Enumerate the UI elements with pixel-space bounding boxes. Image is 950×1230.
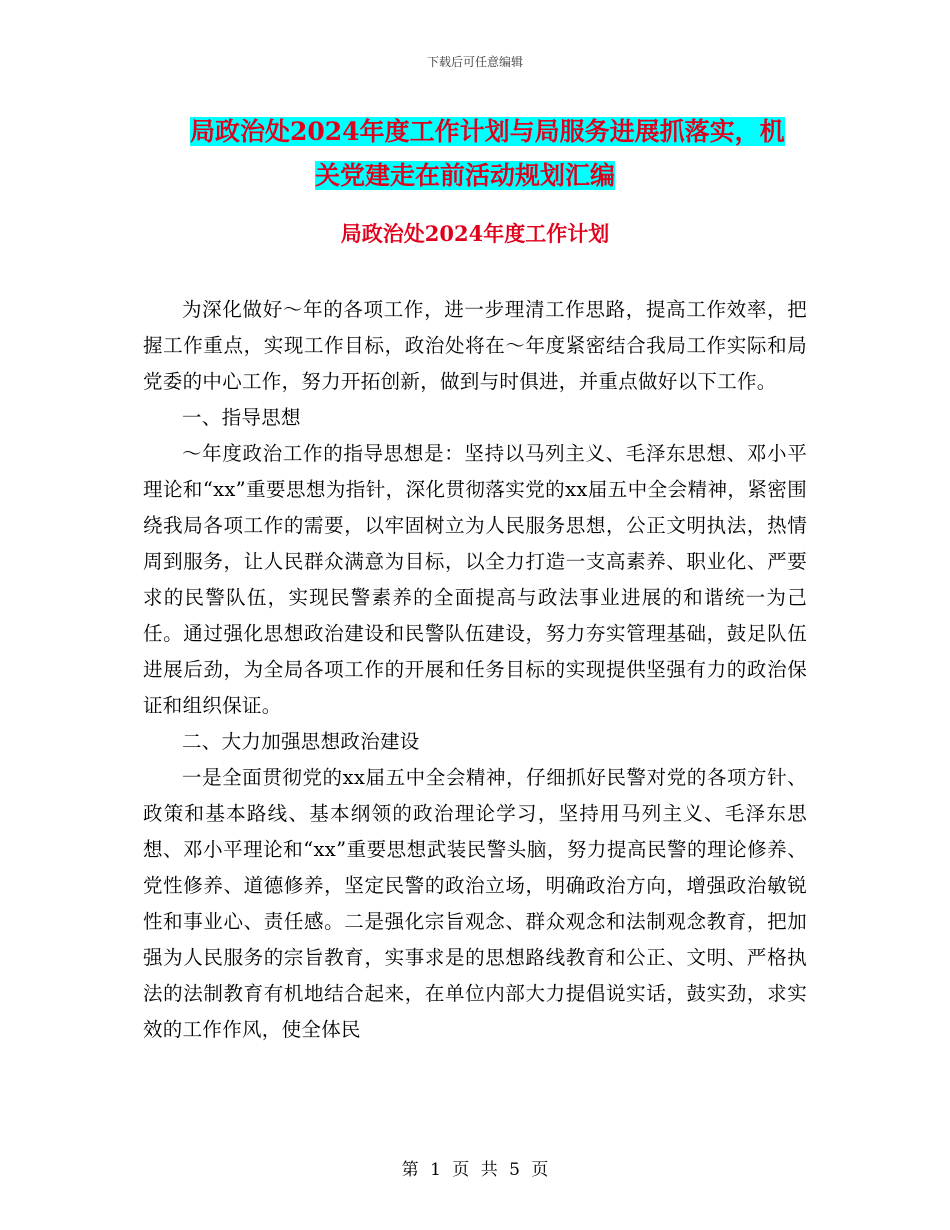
header-note: 下载后可任意编辑	[426, 55, 523, 69]
heading-political-construction: 二、大力加强思想政治建设	[182, 730, 420, 753]
paragraph-political-construction: 一是全面贯彻党的xx届五中全会精神，仔细抓好民警对党的各项方针、政策和基本路线、基本纲领的政治理论学习，坚持用马列主义、毛泽东思想、邓小平理论和“xx”重要思想武装民警头脑，努力提高民警的理论修养、党性修养、道德修养，坚定民警的政治立场，明确政治方向，增强政治敏锐性和事业心、责任感。二是强化宗旨观念、群众观念和法制观念教育，把加强为人民服务的宗旨教育，实事求是的思想路线教育和公正、文明、严格执法的法制教育有机地结合起来，在单位内部大力提倡说实话，鼓实劲，求实效的工作作风，使全体民	[143, 766, 807, 1041]
body-text	[143, 292, 807, 1048]
heading-guiding-ideology: 一、指导思想	[182, 406, 301, 429]
title-line-1: 局政治处2024年度工作计划与局服务进展抓落实，机	[190, 117, 785, 146]
section-title: 局政治处2024年度工作计划	[340, 221, 610, 246]
paragraph-intro: 为深化做好～年的各项工作，进一步理清工作思路，提高工作效率，把握工作重点，实现工作目标，政治处将在～年度紧密结合我局工作实际和局党委的中心工作，努力开拓创新，做到与时俱进，并重点做好以下工作。	[143, 298, 807, 393]
title-line-2: 关党建走在前活动规划汇编	[315, 161, 616, 190]
document-title	[140, 110, 840, 198]
page-footer: 第 1 页 共 5 页	[401, 1160, 549, 1180]
paragraph-guiding-ideology: ～年度政治工作的指导思想是：坚持以马列主义、毛泽东思想、邓小平理论和“xx”重要思想为指针，深化贯彻落实党的xx届五中全会精神，紧密围绕我局各项工作的需要，以牢固树立为人民服务思想，公正文明执法，热情周到服务，让人民群众满意为目标，以全力打造一支高素养、职业化、严要求的民警队伍，实现民警素养的全面提高与政法事业进展的和谐统一为己任。通过强化思想政治建设和民警队伍建设，努力夯实管理基础，鼓足队伍进展后劲，为全局各项工作的开展和任务目标的实现提供坚强有力的政治保证和组织保证。	[143, 442, 807, 717]
